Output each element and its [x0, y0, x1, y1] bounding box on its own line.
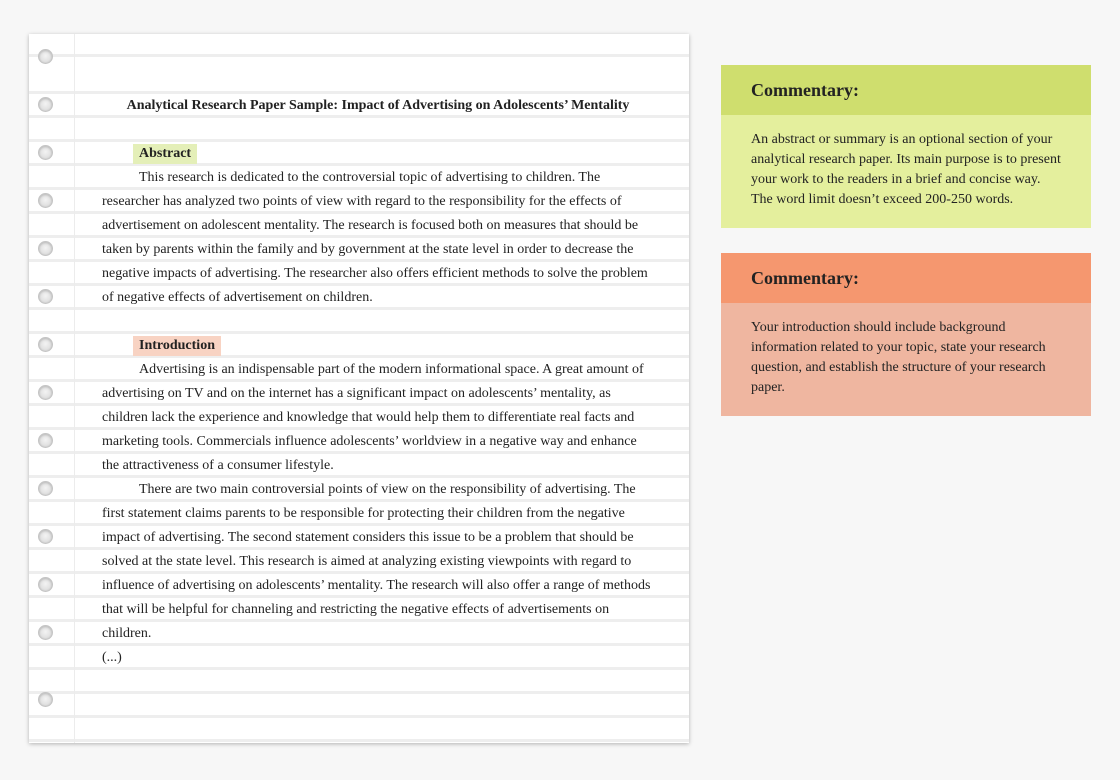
ellipsis-text: (...)	[102, 650, 122, 665]
commentary-text: An abstract or summary is an optional section of your analytical research paper. Its main purpose is to present your work to the readers in a brief and concise way. The word limit doesn’t exceed 200-250 words.	[721, 115, 1091, 228]
paper-title: Analytical Research Paper Sample: Impact of Advertising on Adolescents’ Mentality	[126, 98, 630, 113]
paper-margin-line	[74, 34, 75, 743]
abstract-paragraph: This research is dedicated to the controversial topic of advertising to children. The researcher has analyzed two points of view with regard to the responsibility for the effects of advertisement on adolescent mentality. The research is focused both on measures that should be taken by parents within the family and by government at the state level in order to decrease the negative impacts of advertising. The researcher also offers efficient methods to solve the problem of negative effects of advertisement on children.	[102, 170, 648, 305]
binder-hole-icon	[38, 385, 53, 400]
binder-hole-icon	[38, 145, 53, 160]
binder-hole-icon	[38, 625, 53, 640]
commentary-abstract	[721, 65, 1091, 228]
binder-hole-icon	[38, 529, 53, 544]
paper-content	[102, 94, 654, 670]
binder-hole-icon	[38, 97, 53, 112]
binder-hole-icon	[38, 49, 53, 64]
binder-hole-icon	[38, 241, 53, 256]
commentary-heading: Commentary:	[721, 65, 1091, 115]
binder-hole-icon	[38, 692, 53, 707]
binder-hole-icon	[38, 481, 53, 496]
abstract-heading-row	[102, 142, 654, 166]
commentary-heading: Commentary:	[721, 253, 1091, 303]
binder-hole-icon	[38, 193, 53, 208]
commentary-text: Your introduction should include background information related to your topic, state your research question, and establish the structure of your research paper.	[721, 303, 1091, 416]
abstract-heading: Abstract	[133, 144, 197, 164]
binder-hole-icon	[38, 289, 53, 304]
binder-hole-icon	[38, 433, 53, 448]
intro-paragraph: There are two main controversial points of view on the responsibility of advertising. The first statement claims parents to be responsible for protecting their children from the negative impact of advertising. The second statement considers this issue to be a problem that should be solved at the state level. This research is aimed at analyzing existing viewpoints with regard to influence of advertising on adolescents’ mentality. The research will also offer a range of methods that will be helpful for channeling and restricting the negative effects of advertisements on children.	[102, 482, 651, 641]
intro-paragraph: Advertising is an indispensable part of the modern informational space. A great amount of advertising on TV and on the internet has a significant impact on adolescents’ mentality, as children lack the experience and knowledge that would help them to differentiate real facts and marketing tools. Commercials influence adolescents’ worldview in a negative way and enhance the attractiveness of a consumer lifestyle.	[102, 362, 644, 473]
binder-hole-icon	[38, 337, 53, 352]
introduction-heading: Introduction	[133, 336, 221, 356]
introduction-heading-row	[102, 334, 654, 358]
paper-sheet	[29, 34, 689, 743]
commentary-introduction	[721, 253, 1091, 416]
binder-hole-icon	[38, 577, 53, 592]
